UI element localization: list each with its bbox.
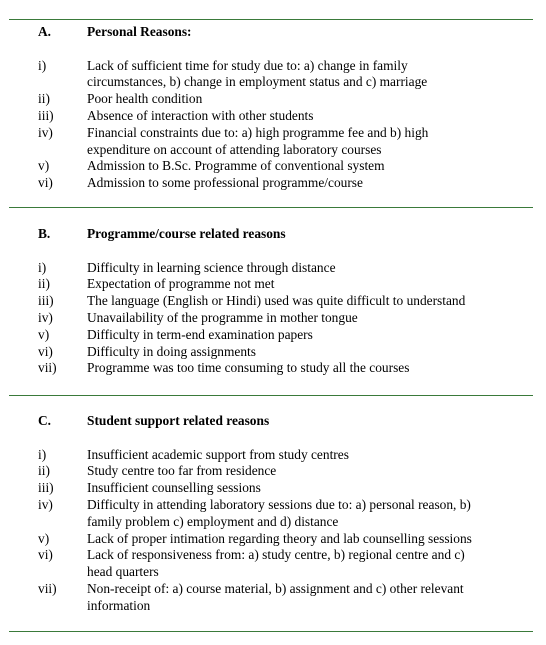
item-text-line: Difficulty in learning science through distance	[87, 259, 336, 275]
item-text	[87, 547, 517, 581]
item-text-line: Admission to B.Sc. Programme of conventional system	[87, 158, 385, 174]
item-text	[87, 344, 517, 361]
item-text	[87, 175, 517, 192]
item-text	[87, 360, 517, 377]
item-number: ii)	[38, 276, 50, 292]
section-title: Personal Reasons:	[87, 24, 192, 39]
section-title: Programme/course related reasons	[87, 226, 286, 241]
item-text	[87, 581, 517, 615]
item-number: vi)	[38, 175, 53, 191]
item-text-line: Lack of sufficient time for study due to: a) change in family	[87, 57, 408, 73]
section-title: Student support related reasons	[87, 413, 270, 428]
item-number: iv)	[38, 310, 53, 325]
item-text-line: expenditure on account of attending laboratory courses	[87, 141, 382, 157]
item-text-line: circumstances, b) change in employment status and c) marriage	[87, 74, 428, 90]
item-number: v)	[38, 326, 50, 342]
item-number: iii)	[38, 293, 54, 309]
item-text-line: Expectation of programme not met	[87, 276, 275, 292]
item-number: iii)	[38, 108, 54, 123]
section-divider	[9, 207, 533, 208]
section-letter: C.	[38, 413, 52, 428]
item-text-line: Lack of responsiveness from: a) study centre, b) regional centre and c)	[87, 547, 465, 563]
item-text	[87, 125, 517, 159]
item-number: ii)	[38, 91, 50, 107]
item-number: iv)	[38, 497, 53, 512]
item-number: iv)	[38, 124, 53, 140]
item-text	[87, 447, 517, 464]
item-text-line: head quarters	[87, 564, 159, 580]
item-text	[87, 480, 517, 497]
section-letter: A.	[38, 24, 52, 39]
item-text	[87, 293, 517, 310]
item-text	[87, 497, 517, 531]
item-text	[87, 276, 517, 293]
item-text	[87, 531, 517, 548]
item-text-line: Insufficient counselling sessions	[87, 480, 261, 496]
item-text-line: Poor health condition	[87, 91, 203, 107]
section-divider	[9, 631, 533, 632]
item-text-line: information	[87, 597, 151, 613]
item-text-line: The language (English or Hindi) used was quite difficult to understand	[87, 293, 466, 309]
item-number: i)	[38, 259, 47, 275]
item-text-line: Financial constraints due to: a) high programme fee and b) high	[87, 124, 429, 140]
section-letter: B.	[38, 226, 51, 241]
item-number: v)	[38, 158, 50, 174]
item-number: v)	[38, 530, 50, 546]
item-text	[87, 463, 517, 480]
item-text-line: Unavailability of the programme in mother tongue	[87, 310, 358, 325]
section-divider	[9, 395, 533, 396]
item-text-line: Study centre too far from residence	[87, 463, 277, 479]
item-text	[87, 260, 517, 277]
item-text	[87, 58, 517, 92]
item-text-line: Admission to some professional programme/course	[87, 175, 363, 191]
item-text-line: Non-receipt of: a) course material, b) assignment and c) other relevant	[87, 581, 464, 596]
item-text-line: Insufficient academic support from study centres	[87, 446, 349, 462]
item-text	[87, 108, 517, 125]
item-number: vii)	[38, 581, 57, 596]
item-number: vi)	[38, 547, 53, 563]
item-text-line: Difficulty in term-end examination papers	[87, 326, 313, 342]
item-number: i)	[38, 57, 47, 73]
item-text-line: Difficulty in doing assignments	[87, 343, 256, 359]
item-text	[87, 91, 517, 108]
item-text-line: Absence of interaction with other students	[87, 108, 314, 123]
item-number: vi)	[38, 343, 53, 359]
item-number: iii)	[38, 480, 54, 496]
item-text-line: Difficulty in attending laboratory sessions due to: a) personal reason, b)	[87, 497, 471, 512]
item-text	[87, 310, 517, 327]
item-number: ii)	[38, 463, 50, 479]
item-text-line: Lack of proper intimation regarding theory and lab counselling sessions	[87, 530, 472, 546]
item-text-line: Programme was too time consuming to study all the courses	[87, 360, 410, 376]
item-text-line: family problem c) employment and d) distance	[87, 513, 339, 529]
section-divider	[9, 19, 533, 20]
item-number: vii)	[38, 360, 57, 376]
item-text	[87, 158, 517, 175]
item-text	[87, 327, 517, 344]
item-number: i)	[38, 446, 47, 462]
